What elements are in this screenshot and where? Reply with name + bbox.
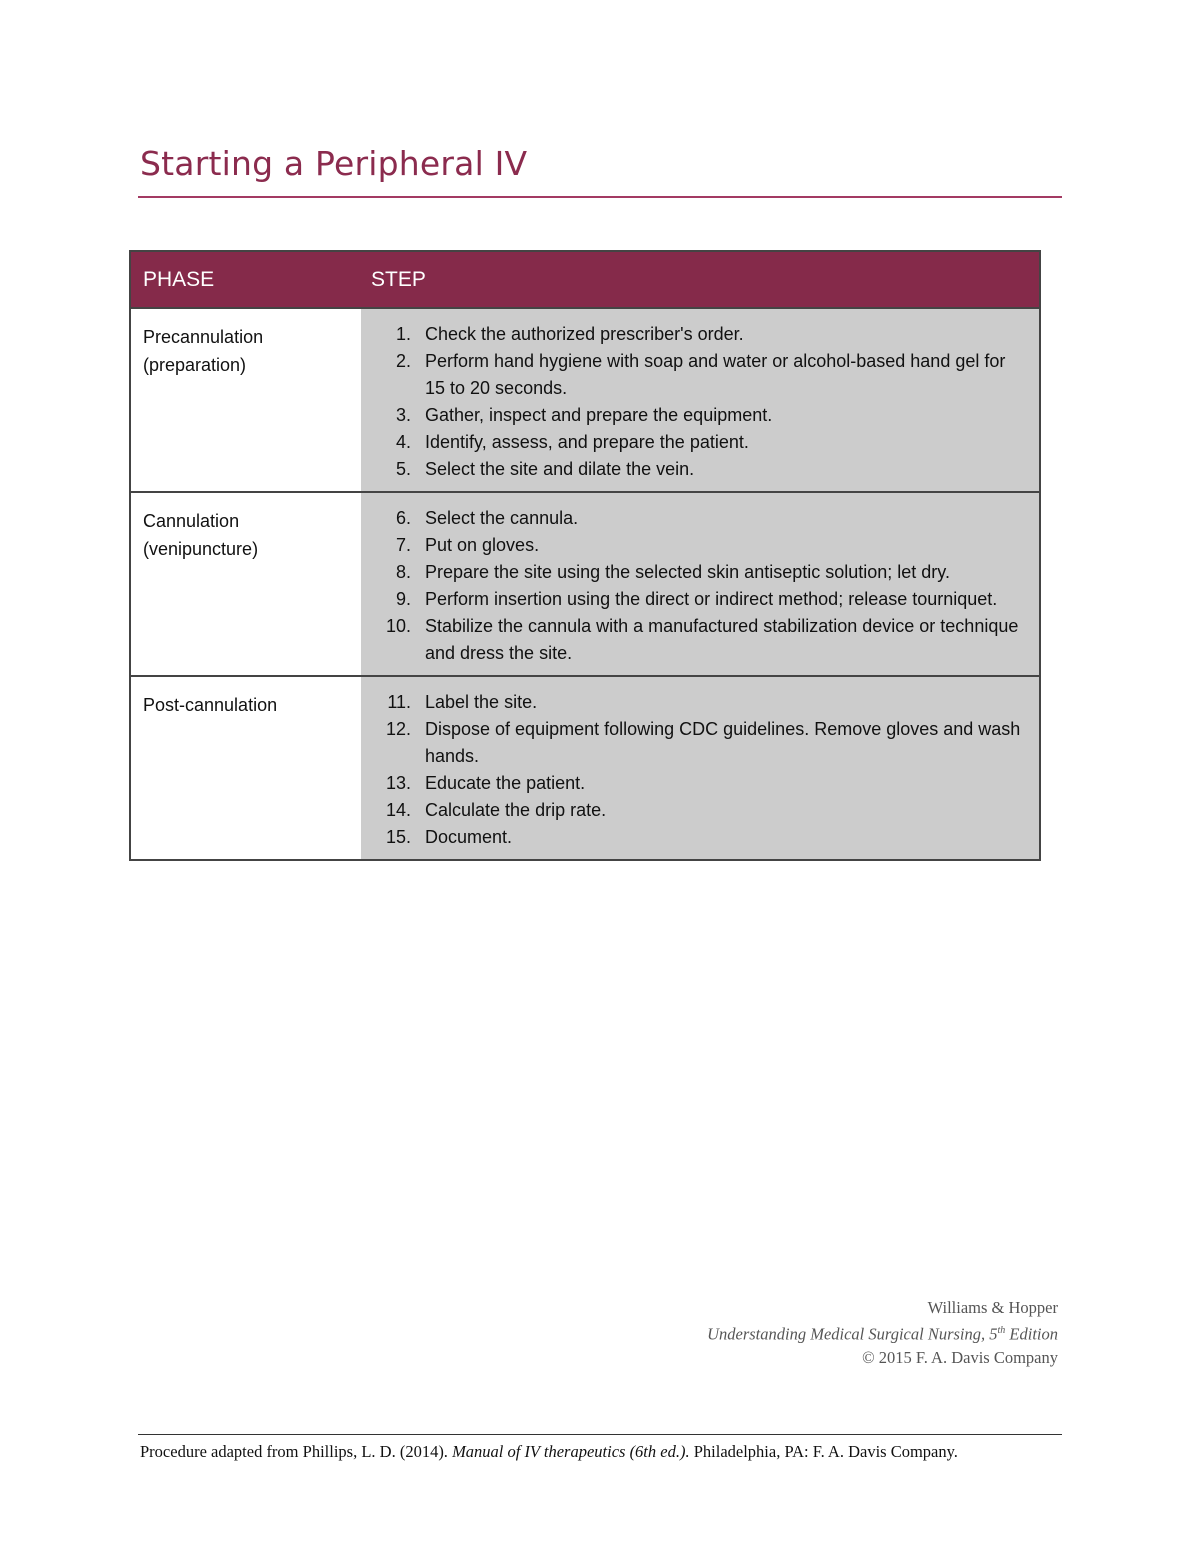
step-item (369, 824, 1023, 851)
steps-cell (361, 308, 1040, 492)
step-item (369, 613, 1023, 667)
step-number: 13. (385, 773, 411, 793)
step-item (369, 689, 1023, 716)
byline-book-title: Understanding Medical Surgical Nursing, 5 (707, 1324, 998, 1344)
step-text: Perform hand hygiene with soap and water or alcohol-based hand gel for 15 to 20 seconds. (425, 351, 1006, 398)
step-number: 9. (395, 589, 411, 609)
step-number: 14. (385, 800, 411, 820)
step-item (369, 348, 1023, 402)
step-number: 8. (395, 562, 411, 582)
step-text: Label the site. (425, 692, 538, 712)
step-column-header: STEP (361, 251, 1040, 308)
byline-book (707, 1319, 1058, 1346)
step-number: 2. (395, 351, 411, 371)
footnote-suffix: Philadelphia, PA: F. A. Davis Company. (689, 1442, 958, 1461)
step-number: 12. (385, 719, 411, 739)
title-divider (138, 196, 1062, 198)
step-text: Educate the patient. (425, 773, 586, 793)
table-body (130, 308, 1040, 860)
procedure-table (129, 250, 1041, 861)
step-text: Dispose of equipment following CDC guidelines. Remove gloves and wash hands. (425, 719, 1021, 766)
step-item (369, 586, 1023, 613)
step-text: Select the cannula. (425, 508, 579, 528)
footnote-divider (138, 1434, 1062, 1435)
table-row (130, 308, 1040, 492)
phase-column-header: PHASE (130, 251, 361, 308)
byline-edition-word: Edition (1005, 1324, 1058, 1344)
step-number: 3. (395, 405, 411, 425)
step-item (369, 505, 1023, 532)
step-number: 11. (387, 692, 411, 712)
step-item (369, 797, 1023, 824)
step-item (369, 532, 1023, 559)
phase-label-line: Cannulation (143, 511, 240, 531)
step-number: 5. (395, 459, 411, 479)
step-text: Stabilize the cannula with a manufactured stabilization device or technique and dress the site. (425, 616, 1019, 663)
step-number: 4. (395, 432, 411, 452)
phase-cell (130, 308, 361, 492)
footnote-prefix: Procedure adapted from Phillips, L. D. (2014). (140, 1442, 453, 1461)
byline-authors: Williams & Hopper (927, 1298, 1058, 1317)
byline-edition-sup: th (997, 1325, 1006, 1336)
step-list (369, 321, 1023, 483)
phase-cell (130, 492, 361, 676)
step-number: 15. (385, 827, 411, 847)
table-row (130, 676, 1040, 860)
phase-label-line: Post-cannulation (143, 695, 278, 715)
step-text: Identify, assess, and prepare the patient. (425, 432, 749, 452)
step-item (369, 321, 1023, 348)
step-item (369, 716, 1023, 770)
step-text: Select the site and dilate the vein. (425, 459, 695, 479)
step-text: Calculate the drip rate. (425, 800, 607, 820)
page-title: Starting a Peripheral IV (140, 144, 528, 183)
step-item (369, 456, 1023, 483)
steps-cell (361, 492, 1040, 676)
byline-copyright: © 2015 F. A. Davis Company (862, 1347, 1058, 1367)
footnote-source-title: Manual of IV therapeutics (6th ed.). (452, 1442, 690, 1461)
step-text: Check the authorized prescriber's order. (425, 324, 744, 344)
step-text: Prepare the site using the selected skin antiseptic solution; let dry. (425, 562, 950, 582)
step-list (369, 689, 1023, 851)
step-item (369, 402, 1023, 429)
step-text: Gather, inspect and prepare the equipment. (425, 405, 773, 425)
phase-label-line: (preparation) (143, 355, 247, 375)
steps-cell (361, 676, 1040, 860)
step-text: Put on gloves. (425, 535, 540, 555)
step-item (369, 429, 1023, 456)
step-number: 10. (385, 616, 411, 636)
step-number: 1. (395, 324, 411, 344)
step-number: 7. (395, 535, 411, 555)
step-text: Perform insertion using the direct or indirect method; release tourniquet. (425, 589, 998, 609)
footnote (140, 1440, 1062, 1463)
table-header-row (130, 251, 1040, 308)
table-row (130, 492, 1040, 676)
step-list (369, 505, 1023, 667)
byline (707, 1296, 1058, 1369)
step-text: Document. (425, 827, 513, 847)
phase-label-line: Precannulation (143, 327, 264, 347)
step-number: 6. (395, 508, 411, 528)
phase-cell (130, 676, 361, 860)
phase-label-line: (venipuncture) (143, 539, 259, 559)
step-item (369, 559, 1023, 586)
step-item (369, 770, 1023, 797)
